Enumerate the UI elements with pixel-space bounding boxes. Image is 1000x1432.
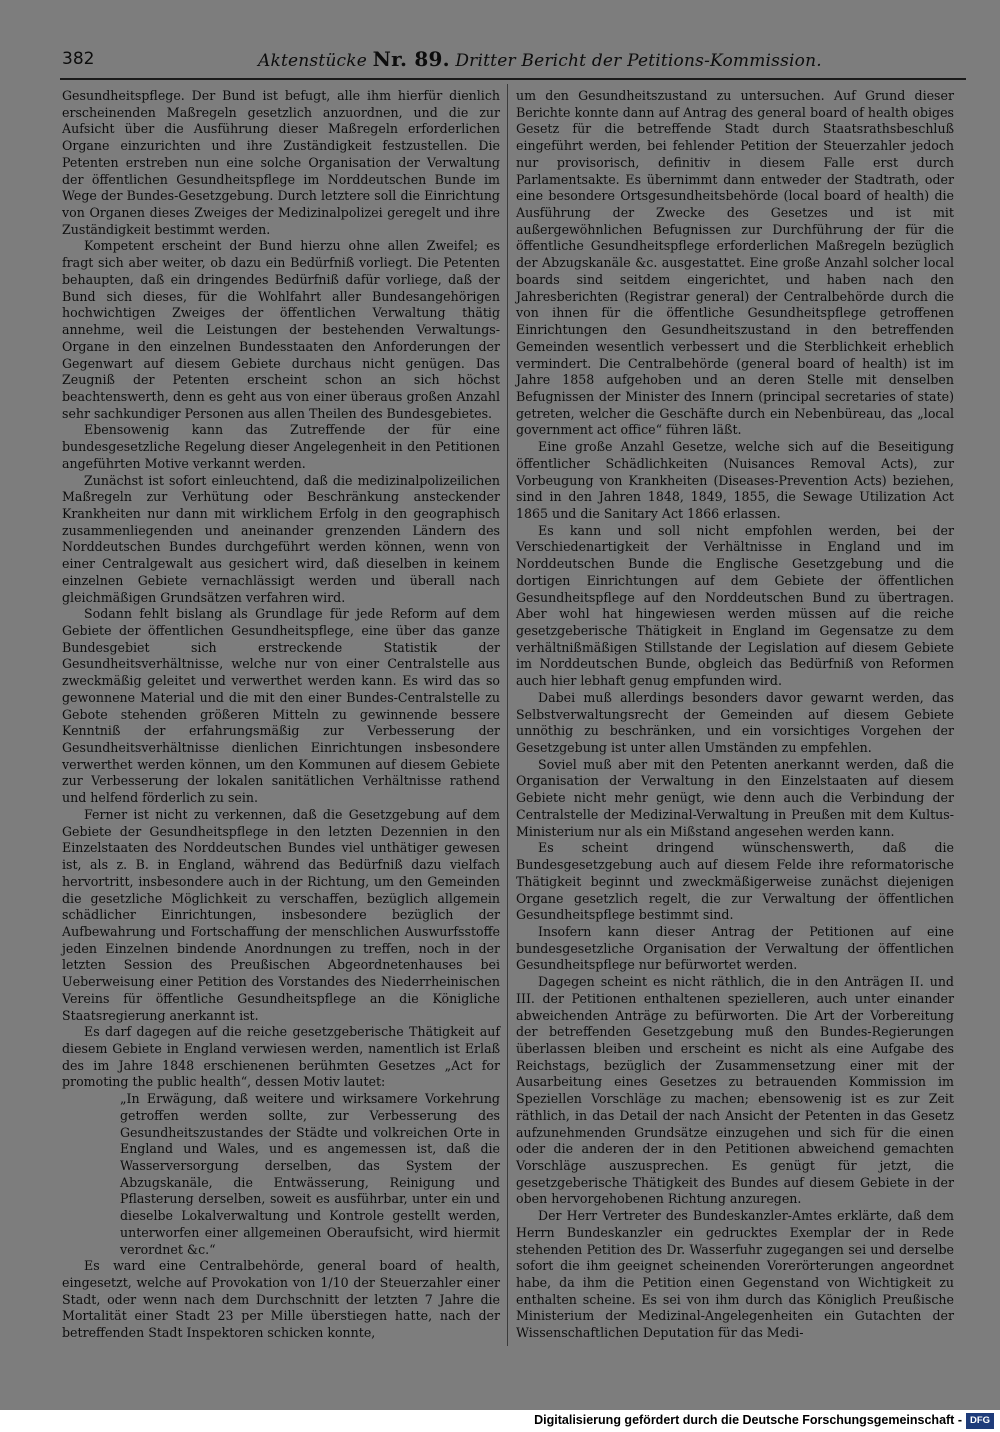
page-header bbox=[62, 46, 966, 72]
paragraph: Dabei muß allerdings besonders davor gewarnt werden, das Selbstverwaltungsrecht der Gemeinden auf diesem Gebiete unnöthig zu beschränken, und ein vorsichtiges Vorgehen der Gesetzgebung ist unter allen Umständen zu empfehlen. bbox=[516, 689, 954, 756]
paragraph: Es scheint dringend wünschenswerth, daß die Bundesgesetzgebung auch auf diesem Felde ihre reformatorische Thätigkeit beginnt und zweckmäßigerweise zunächst diejenigen Organe gesetzlich regelt, die zur Verwaltung der öffentlichen Gesundheitspflege bestimmt sind. bbox=[516, 840, 954, 923]
paragraph: Sodann fehlt bislang als Grundlage für jede Reform auf dem Gebiete der öffentlichen Gesundheitspflege, eine über das ganze Bundesgebiet sich erstreckende Statistik der Gesundheitsverhältnisse, welche nur von einer Centralstelle aus zweckmäßig geleitet und verwerthet werden kann. Es wird das so gewonnene Material und die mit den einer Bundes-Centralstelle zu Gebote stehenden größeren Mitteln zu gewinnende bessere Kenntniß der erfahrungsmäßig zur Verbesserung der Gesundheitsverhältnisse dienlichen Einrichtungen insbesondere verwerthet werden können, um den Kommunen auf diesem Gebiete zur Verbesserung der lokalen sanitätlichen Verhältnisse rathend und helfend förderlich zu sein. bbox=[62, 606, 500, 806]
paragraph: Soviel muß aber mit den Petenten anerkannt werden, daß die Organisation der Verwaltung in den Einzelstaaten auf diesem Gebiete nicht mehr genügt, wie denn auch die Verbindung der Centralstelle der Medizinal-Verwaltung in Preußen mit dem Kultus-Ministerium nur als ein Mißstand angesehen werden kann. bbox=[516, 756, 954, 839]
paragraph: Ebensowenig kann das Zutreffende der für eine bundesgesetzliche Regelung dieser Angelegenheit in den Petitionen angeführten Motive verkannt werden. bbox=[62, 422, 500, 471]
header-rule bbox=[60, 78, 966, 80]
paragraph: Insofern kann dieser Antrag der Petitionen auf eine bundesgesetzliche Organisation der Verwaltung der öffentlichen Gesundheitspflege nur befürwortet werden. bbox=[516, 923, 954, 973]
page-number: 382 bbox=[62, 49, 95, 69]
paragraph: Der Herr Vertreter des Bundeskanzler-Amtes erklärte, daß dem Herrn Bundeskanzler ein gedrucktes Exemplar der in Rede stehenden Petition des Dr. Wasserfuhr zugegangen sei und derselbe sofort die ihm geeignet scheinenden Vorerörterungen angeordnet habe, da ihm die Petition einen Gegenstand von Wichtigkeit zu enthalten scheine. Es sei von ihm durch das Königlich Preußische Ministerium der Medizinal-Angelegenheiten ein Gutachten der Wissenschaftlichen Deputation für das Medi- bbox=[516, 1208, 954, 1341]
paragraph: Dagegen scheint es nicht räthlich, die in den Anträgen II. und III. der Petitionen enthaltenen spezielleren, auch unter einander abweichenden Anträge zu befürworten. Die Art der Vorbereitung der betreffenden Gesetzgebung muß den Bundes-Regierungen überlassen bleiben und erscheint es nicht als eine Aufgabe des Reichstags, bezüglich der Zusammensetzung einer mit der Ausarbeitung eines Gesetzes zu betrauenden Kommission im Speziellen Vorschläge zu machen; ebensowenig ist es zur Zeit räthlich, in das Detail der nach Ansicht der Petenten in das Gesetz aufzunehmenden Grundsätze einzugehen und sich für die einen oder die anderen der in den Petitionen abweichend gemachten Vorschläge auszusprechen. Es genügt für jetzt, die gesetzgeberische Thätigkeit des Bundes auf diesem Gebiete in der oben hervorgehobenen Richtung anzuregen. bbox=[516, 974, 954, 1207]
paragraph: um den Gesundheitszustand zu untersuchen. Auf Grund dieser Berichte konnte dann auf Antrag des general board of health obiges Gesetz für die betreffende Stadt durch Staatsrathsbeschluß eingeführt werden, bei fehlender Petition der Steuerzahler jedoch nur provisorisch, definitiv in diesem Falle erst durch Parlamentsakte. Es übernimmt dann entweder der Stadtrath, oder eine besondere Ortsgesundheitsbehörde (local board of health) die Ausführung der Zwecke des Gesetzes und ist mit außergewöhnlichen Befugnissen zur Durchführung der für die öffentliche Gesundheitspflege erforderlichen Maßregeln bezüglich der Abzugskanäle &c. ausgestattet. Eine große Anzahl solcher local boards sind seitdem eingerichtet, und haben nach den Jahresberichten (Registrar general) der Centralbehörde durch die von ihnen für die öffentliche Gesundheitspflege getroffenen Einrichtungen den Gesundheitszustand in den betreffenden Gemeinden wesentlich verbessert und die Sterblichkeit erheblich vermindert. Die Centralbehörde (general board of health) ist im Jahre 1858 aufgehoben und an deren Stelle mit denselben Befugnissen der Minister des Innern (principal secretaries of state) getreten, welcher die Geschäfte durch ein Nebenbüreau, das „local government act office“ führen läßt. bbox=[516, 88, 954, 438]
column-divider bbox=[507, 84, 508, 1346]
paragraph: Kompetent erscheint der Bund hierzu ohne allen Zweifel; es fragt sich aber weiter, ob dazu ein Bedürfniß vorliegt. Die Petenten behaupten, daß ein dringendes Bedürfniß dafür vorliege, daß der Bund sich dieses, für die Wohlfahrt aller Bundesangehörigen hochwichtigen Zweiges der öffentlichen Verwaltung thätig annehme, weil die Leistungen der bestehenden Verwaltungs-Organe in den einzelnen Bundesstaaten den Anforderungen der Gegenwart auf diesem Gebiete durchaus nicht genügen. Das Zeugniß der Petenten erscheint schon an sich höchst beachtenswerth, denn es geht aus von einer überaus großen Anzahl sehr sachkundiger Personen aus allen Theilen des Bundesgebietes. bbox=[62, 238, 500, 421]
paragraph: Es ward eine Centralbehörde, general board of health, eingesetzt, welche auf Provokation von 1/10 der Steuerzahler einer Stadt, oder wenn nach dem Durchschnitt der letzten 7 Jahre die Mortalität einer Stadt 23 per Mille überstiegen hatte, nach der betreffenden Stadt Inspektoren schicken konnte, bbox=[62, 1258, 500, 1341]
dfg-logo: DFG bbox=[966, 1413, 994, 1429]
document-number: Nr. 89. bbox=[372, 47, 450, 71]
paragraph: Zunächst ist sofort einleuchtend, daß die medizinalpolizeilichen Maßregeln zur Verhütung oder Beschränkung ansteckender Krankheiten nur dann mit wirklichem Erfolg in den geographisch zusammenliegenden und aneinander grenzenden Ländern des Norddeutschen Bundes durchgeführt werden können, wenn von einer Centralgewalt aus gesichert wird, daß dieselben in keinem einzelnen Gebiete vernachlässigt werden und überall nach gleichmäßigen Grundsätzen verfahren wird. bbox=[62, 472, 500, 605]
paragraph: Es kann und soll nicht empfohlen werden, bei der Verschiedenartigkeit der Verhältnisse in England und im Norddeutschen Bunde die Englische Gesetzgebung und die dortigen Einrichtungen auf dem Gebiete der öffentlichen Gesundheitspflege auf den Norddeutschen Bund zu übertragen. Aber wohl hat hingewiesen werden müssen auf die reiche gesetzgeberische Thätigkeit in England im Gegensatze zu dem verhältnißmäßigen Stillstande der Legislation auf diesem Gebiete im Norddeutschen Bunde, obgleich das Bedürfniß von Reformen auch hier lebhaft genug empfunden wird. bbox=[516, 522, 954, 689]
left-column bbox=[62, 88, 500, 1342]
right-column bbox=[516, 88, 954, 1342]
title-suffix: Dritter Bericht der Petitions-Kommission. bbox=[455, 51, 822, 71]
funding-credit: Digitalisierung gefördert durch die Deutsche Forschungsgemeinschaft - bbox=[534, 1413, 962, 1427]
paragraph: Es darf dagegen auf die reiche gesetzgeberische Thätigkeit auf diesem Gebiete in England verwiesen werden, namentlich ist Erlaß des im Jahre 1848 erschienenen berühmten Gesetzes „Act for promoting the public health“, dessen Motiv lautet: bbox=[62, 1024, 500, 1090]
paragraph: Gesundheitspflege. Der Bund ist befugt, alle ihm hierfür dienlich erscheinenden Maßregeln gesetzlich anzuordnen, und die zur Aufsicht über die Ausführung dieser Maßregeln erforderlichen Organe einzurichten und ihre Zuständigkeit festzustellen. Die Petenten erstreben nun eine solche Organisation der Verwaltung der öffentlichen Gesundheitspflege im Norddeutschen Bunde im Wege der Bundes-Gesetzgebung. Durch letztere soll die Einrichtung von Organen dieses Zweiges der Medizinalpolizei geregelt und ihre Zuständigkeit bestimmt werden. bbox=[62, 88, 500, 237]
paragraph: Eine große Anzahl Gesetze, welche sich auf die Beseitigung öffentlicher Schädlichkeiten (Nuisances Removal Acts), zur Vorbeugung von Krankheiten (Diseases-Prevention Acts) beziehen, sind in den Jahren 1848, 1849, 1855, die Sewage Utilization Act 1865 und die Sanitary Act 1866 erlassen. bbox=[516, 439, 954, 521]
title-prefix: Aktenstücke bbox=[258, 51, 368, 71]
footer-bar bbox=[0, 1410, 1000, 1432]
paragraph: Ferner ist nicht zu verkennen, daß die Gesetzgebung auf dem Gebiete der Gesundheitspflege in den letzten Dezennien in den Einzelstaaten des Norddeutschen Bundes viel unthätiger gewesen ist, als z. B. in England, während das Bedürfniß dazu vielfach hervortritt, insbesondere auch in der Richtung, um den Gemeinden die gesetzliche Möglichkeit zu verschaffen, bezüglich allgemein schädlicher Einrichtungen, insbesondere bezüglich der Aufbewahrung und Fortschaffung der menschlichen Auswurfsstoffe jeden Einzelnen bindende Anordnungen zu treffen, noch in der letzten Session des Preußischen Abgeordnetenhauses bei Ueberweisung einer Petition des Vorstandes des Niederrheinischen Vereins für öffentliche Gesundheitspflege an die Königliche Staatsregierung anerkannt ist. bbox=[62, 806, 500, 1023]
running-title bbox=[258, 46, 822, 74]
quoted-motive: „In Erwägung, daß weitere und wirksamere Vorkehrung getroffen werden sollte, zur Verbesserung des Gesundheitszustandes der Städte und volkreichen Orte in England und Wales, und es angemessen ist, daß die Wasserversorgung derselben, das System der Abzugskanäle, die Entwässerung, Reinigung und Pflasterung derselben, soweit es ausführbar, unter ein und dieselbe Lokalverwaltung und Kontrole gestellt werden, unterworfen einer allgemeinen Oberaufsicht, wird hiermit verordnet &c.“ bbox=[120, 1091, 500, 1257]
